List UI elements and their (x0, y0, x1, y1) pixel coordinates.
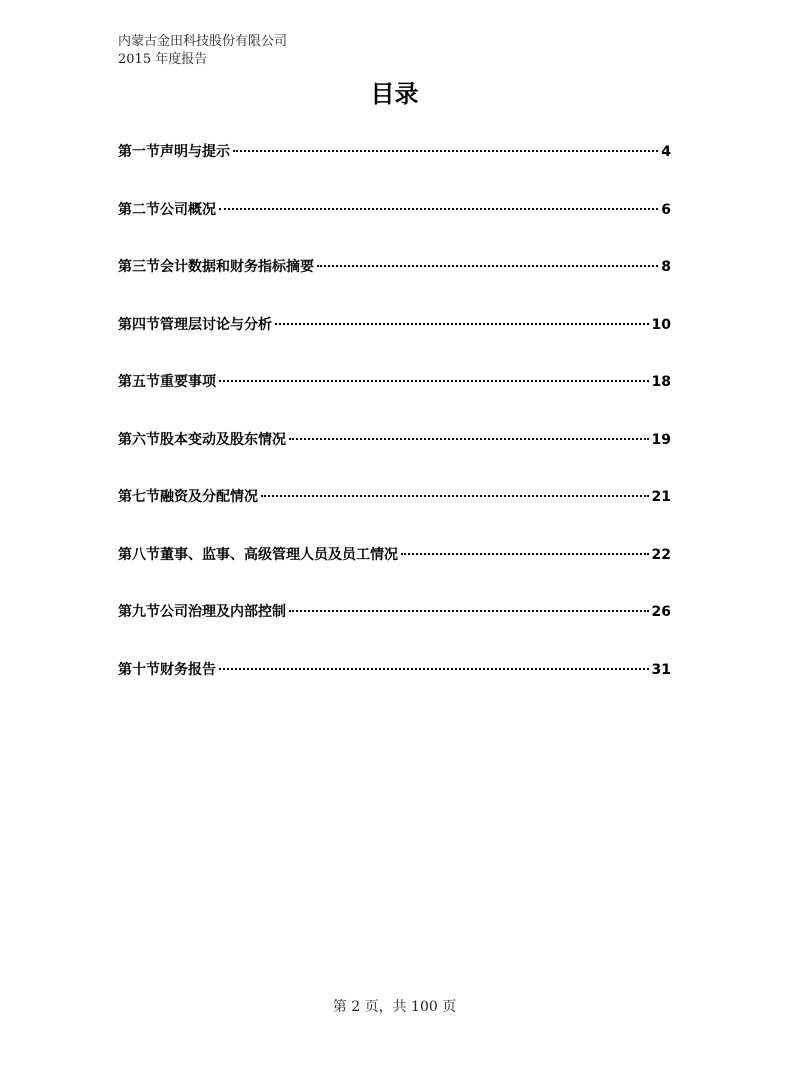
toc-entry-label: 第四节管理层讨论与分析 (118, 316, 272, 333)
toc-entry[interactable] (118, 600, 671, 658)
toc-dot-leader (233, 150, 658, 152)
company-name: 内蒙古金田科技股份有限公司 (118, 34, 288, 49)
report-title: 2015 年度报告 (118, 52, 208, 67)
toc-entry-label: 第六节股本变动及股东情况 (118, 431, 286, 448)
toc-entry[interactable] (118, 313, 671, 371)
toc-entry-label: 第二节公司概况 (118, 201, 216, 218)
toc-entry[interactable] (118, 658, 671, 716)
toc-entry[interactable] (118, 543, 671, 601)
toc-entry-label: 第十节财务报告 (118, 661, 216, 678)
toc-dot-leader (261, 495, 649, 497)
toc-dot-leader (317, 265, 658, 267)
toc-entry-page: 18 (651, 374, 671, 390)
toc-entry-page: 26 (651, 604, 671, 620)
toc-entry-label: 第九节公司治理及内部控制 (118, 604, 286, 620)
toc-entry-page: 6 (661, 201, 671, 218)
toc-dot-leader (219, 380, 649, 382)
toc-entry-label: 第八节董事、监事、高级管理人员及员工情况 (118, 546, 398, 563)
toc-entry[interactable] (118, 255, 671, 313)
toc-dot-leader (275, 323, 649, 325)
toc-entry-label: 第五节重要事项 (118, 374, 216, 390)
toc-entry-page: 22 (651, 546, 671, 563)
toc-dot-leader (289, 610, 649, 612)
toc-dot-leader (401, 553, 649, 555)
toc-entry[interactable] (118, 198, 671, 256)
toc-entry-label: 第七节融资及分配情况 (118, 489, 258, 505)
toc-entry-page: 31 (651, 661, 671, 678)
toc-entry[interactable] (118, 485, 671, 543)
toc-entry-page: 10 (651, 316, 671, 333)
toc-entry-page: 4 (661, 144, 671, 160)
toc-dot-leader (219, 668, 649, 670)
toc-entry[interactable] (118, 140, 671, 198)
toc-entry-page: 8 (661, 259, 671, 275)
toc-entry-label: 第三节会计数据和财务指标摘要 (118, 259, 314, 275)
toc-dot-leader (219, 208, 658, 210)
toc-entry-page: 19 (651, 431, 671, 448)
table-of-contents (118, 140, 671, 715)
toc-dot-leader (289, 438, 649, 440)
toc-entry[interactable] (118, 370, 671, 428)
toc-entry[interactable] (118, 428, 671, 486)
toc-entry-label: 第一节声明与提示 (118, 144, 230, 160)
page-number-footer: 第 2 页，共 100 页 (332, 999, 457, 1015)
toc-title: 目录 (370, 80, 419, 108)
toc-entry-page: 21 (651, 489, 671, 505)
page-header (118, 33, 287, 69)
